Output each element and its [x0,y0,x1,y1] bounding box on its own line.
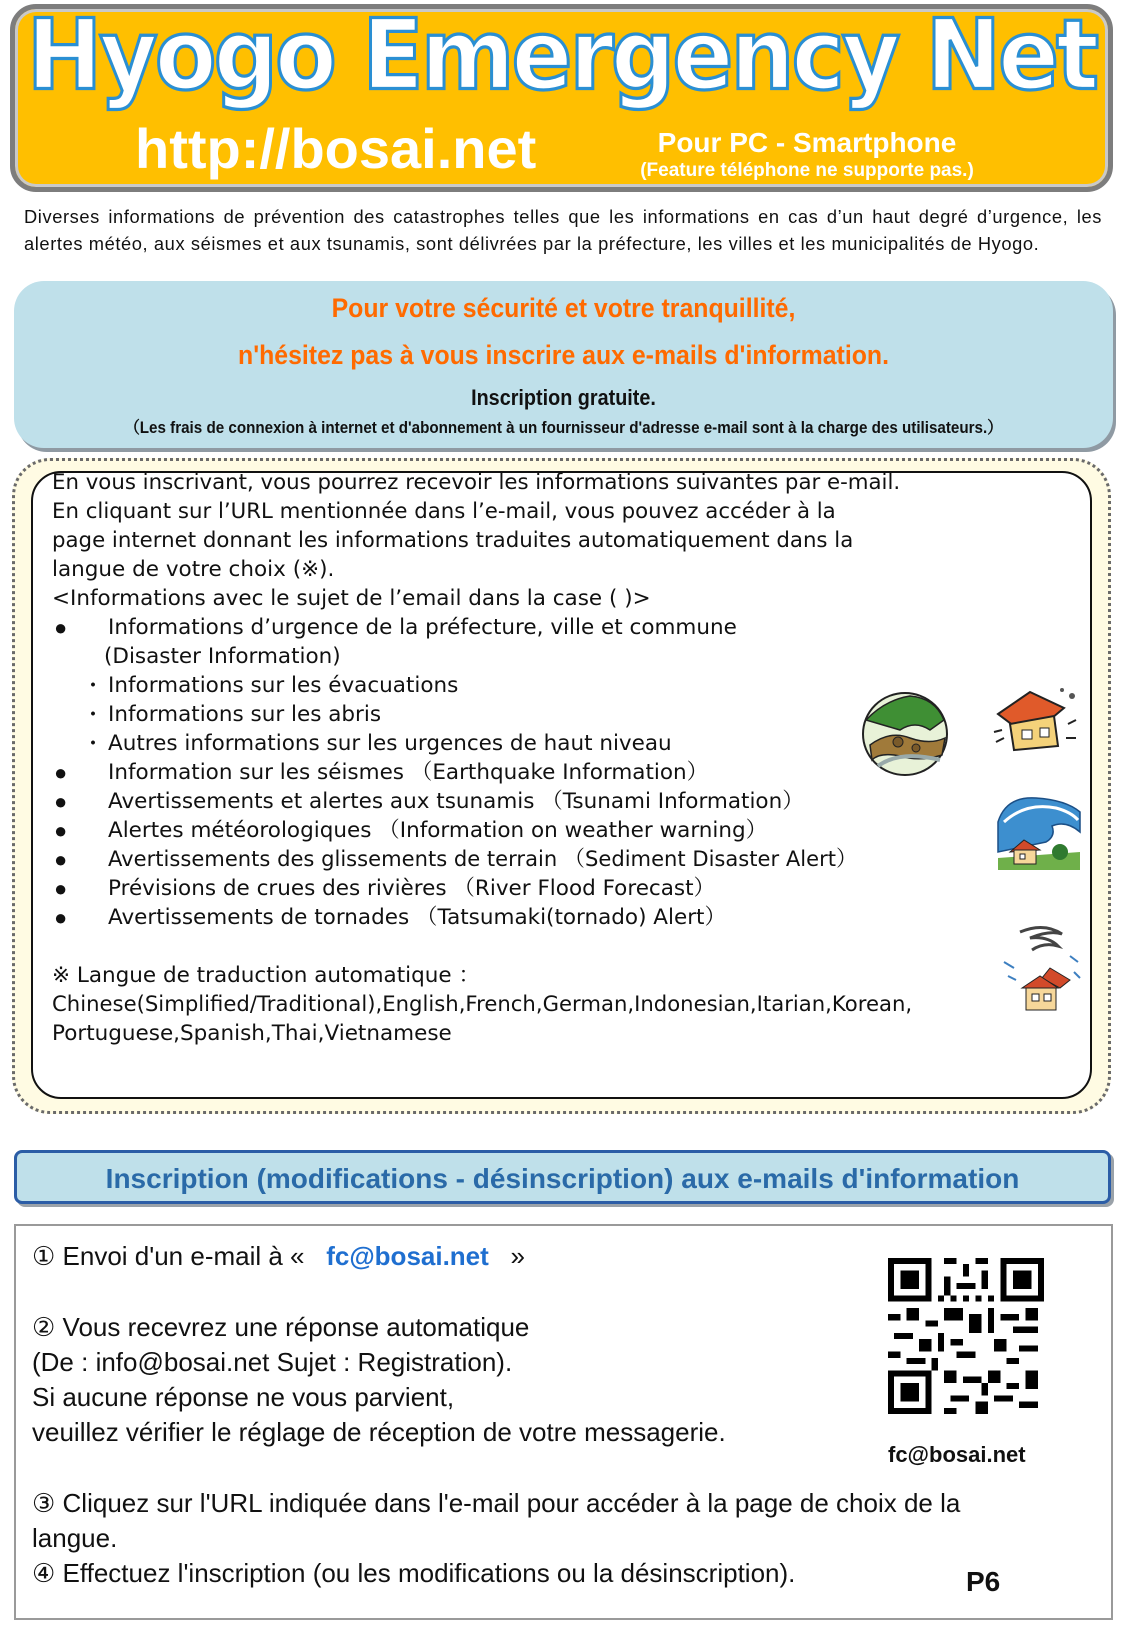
step-4-line: ④ Effectuez l'inscription (ou les modifications ou la désinscription). [32,1558,796,1588]
section-header [14,1150,1111,1204]
step-2-line: ② Vous recevrez une réponse automatique [32,1312,530,1342]
qr-email-label: fc@bosai.net [888,1442,1026,1467]
section-title: Inscription (modifications - désinscription) aux e-mails d'information [105,1163,1020,1194]
dot-icon: ・ [82,702,105,727]
list-item: Autres informations sur les urgences de haut niveau [108,731,672,756]
list-item: Avertissements et alertes aux tsunamis （Tsunami Information） [108,789,804,814]
info-paragraph-line: En cliquant sur l’URL mentionnée dans l’e-mail, vous pouvez accéder à la [52,499,836,524]
header-banner [10,0,1113,192]
info-paragraph-line: En vous inscrivant, vous pourrez recevoir les informations suivantes par e-mail. [52,470,901,495]
list-item: Informations sur les abris [108,702,382,727]
site-title: Hyogo Emergency Net [26,0,1097,113]
step-3-line: langue. [32,1523,118,1553]
promo-line-1: Pour votre sécurité et votre tranquillité, [331,293,796,323]
tsunami-icon [996,792,1082,872]
bullet-icon: ● [54,905,68,930]
dot-icon: ・ [82,673,105,698]
info-paragraph-line: langue de votre choix (※). [52,557,335,582]
bullet-icon: ● [54,847,68,872]
language-list-line: Chinese(Simplified/Traditional),English,French,German,Indonesian,Itarian,Korean, [52,992,913,1017]
step-1-suffix: » [510,1241,525,1271]
list-item: (Disaster Information) [104,644,341,669]
landslide-icon [860,690,950,778]
list-item: Avertissements de tornades （Tatsumaki(tornado) Alert） [108,905,726,930]
step-2-line: veuillez vérifier le réglage de réception de votre messagerie. [32,1417,726,1447]
feature-phone-note: (Feature téléphone ne supporte pas.) [640,160,974,181]
bullet-icon: ● [54,818,68,843]
free-registration: Inscription gratuite. [471,385,656,410]
email-link[interactable]: fc@bosai.net [326,1241,489,1271]
list-item: Information sur les séismes （Earthquake Information） [108,760,709,785]
info-paragraph-line: page internet donnant les informations traduites automatiquement dans la [52,528,854,553]
bullet-icon: ● [54,789,68,814]
list-item: Prévisions de crues des rivières （River Flood Forecast） [108,876,716,901]
promo-line-2: n'hésitez pas à vous inscrire aux e-mails d'information. [238,340,889,370]
page-number: P6 [966,1566,1001,1597]
step-2-line: Si aucune réponse ne vous parvient, [32,1382,455,1412]
tornado-icon [1000,922,1082,1014]
step-3-line: ③ Cliquez sur l'URL indiquée dans l'e-mail pour accéder à la page de choix de la [32,1488,961,1518]
language-list-line: Portuguese,Spanish,Thai,Vietnamese [52,1021,452,1046]
bullet-icon: ● [54,615,68,640]
bullet-icon: ● [54,876,68,901]
site-url[interactable]: http://bosai.net [135,117,537,180]
step-1-text: ① Envoi d'un e-mail à « [32,1241,305,1271]
bullet-icon: ● [54,760,68,785]
step-2-line: (De : info@bosai.net Sujet : Registration). [32,1347,513,1377]
list-item: Alertes météorologiques （Information on weather warning） [108,818,768,843]
promo-panel [14,281,1113,448]
list-item: Informations sur les évacuations [108,673,459,698]
subject-heading: <Informations avec le sujet de l’email dans la case ( )> [52,586,651,611]
earthquake-house-icon [992,684,1078,754]
list-item: Avertissements des glissements de terrain （Sediment Disaster Alert） [108,847,858,872]
dot-icon: ・ [82,731,105,756]
list-item: Informations d’urgence de la préfecture, ville et commune [108,615,737,640]
fees-note: （Les frais de connexion à internet et d'abonnement à un fournisseur d'adresse e-mail sont à la charge des utilisateurs.） [124,419,1003,437]
platform-label: Pour PC - Smartphone [657,127,957,158]
language-heading: ※ Langue de traduction automatique ： [52,963,480,988]
qr-code-icon[interactable] [888,1258,1044,1414]
intro-paragraph: Diverses informations de prévention des catastrophes telles que les informations en cas d’un haut degré d’urgence, les alertes météo, aux séismes et aux tsunamis, sont délivrées par la préfecture, les villes et les municipalités de Hyogo. [24,206,1102,254]
step-1 [32,1243,525,1269]
